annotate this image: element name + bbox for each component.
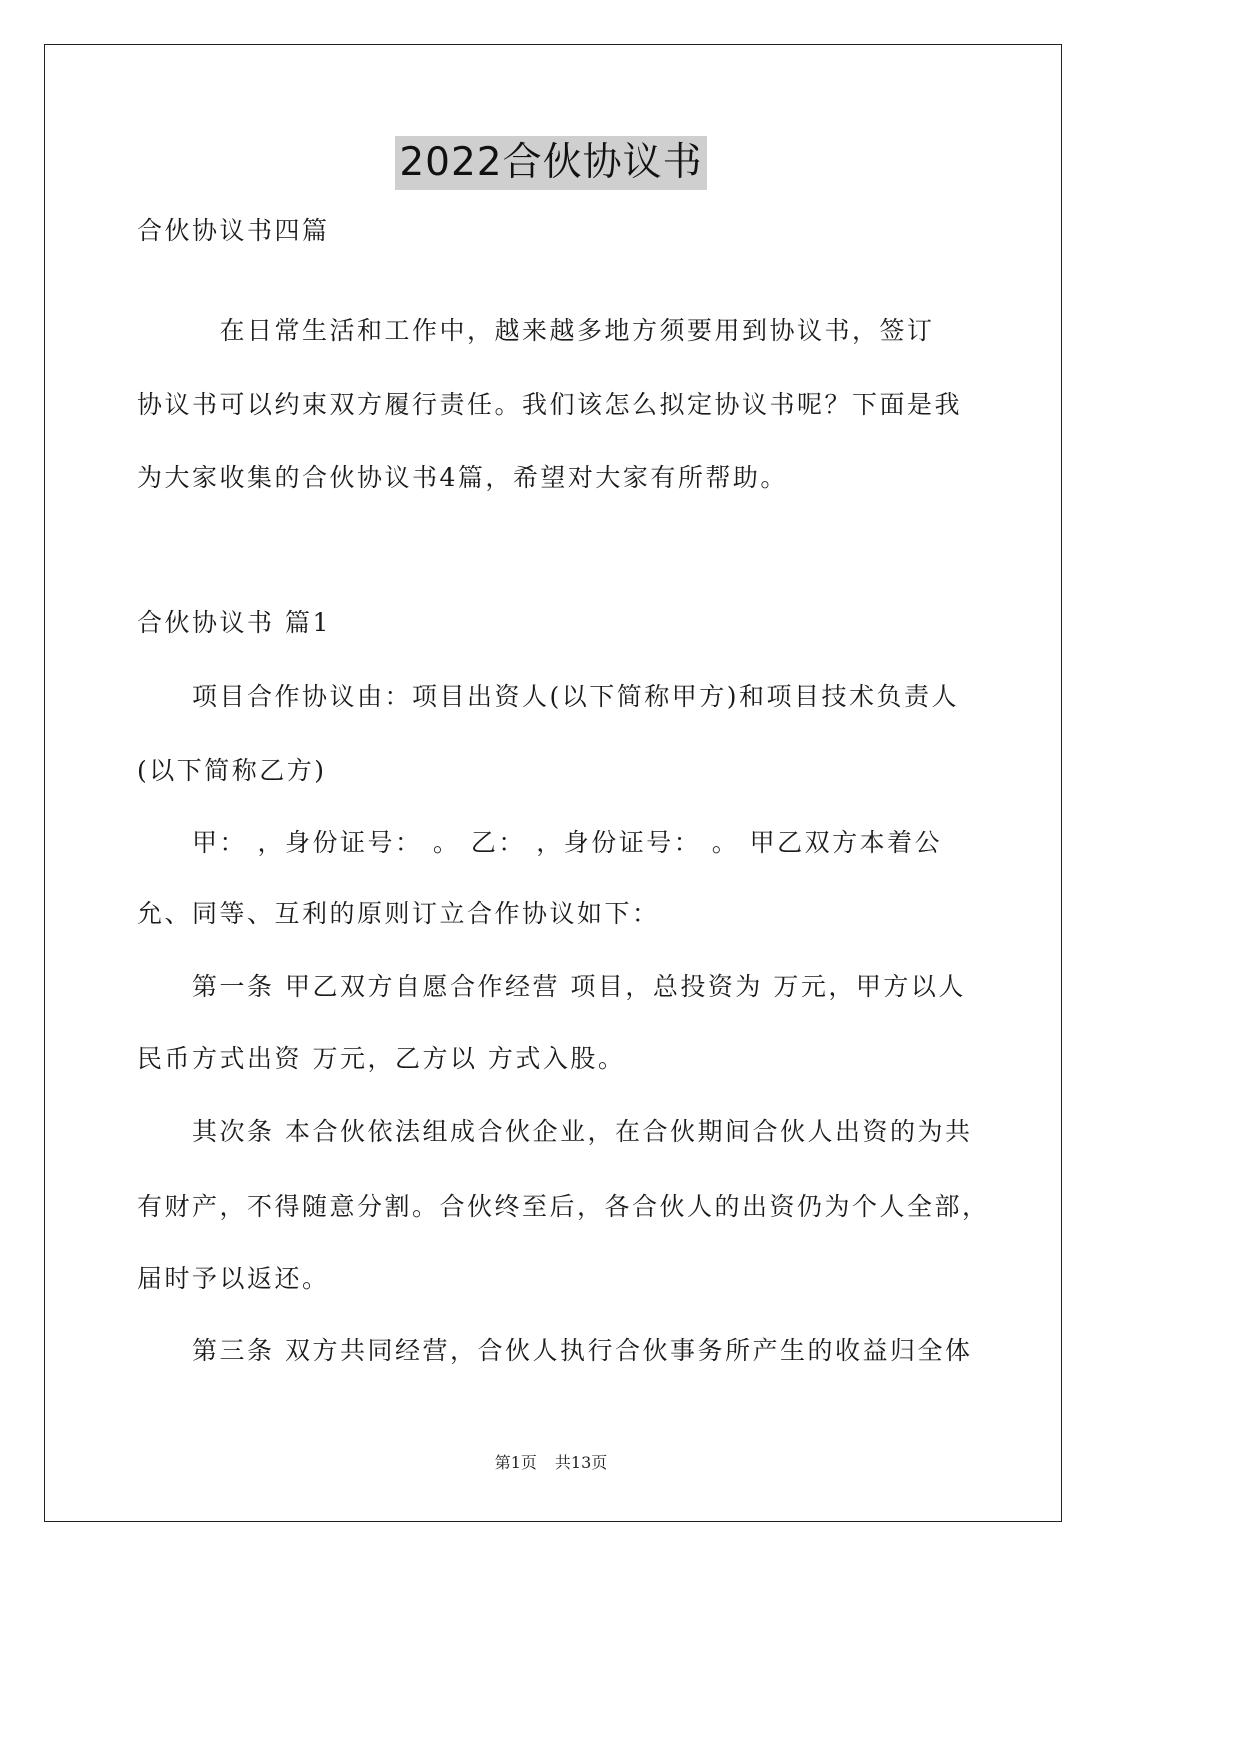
title-container [0, 136, 1102, 190]
page-number: 第1页 [494, 1453, 537, 1472]
document-title: 2022合伙协议书 [395, 136, 706, 190]
page-footer [0, 1452, 1102, 1474]
clause-1-line-1: 第一条 甲乙双方自愿合作经营 项目，总投资为 万元，甲方以人 [137, 972, 966, 1001]
clause-2-line-2: 有财产，不得随意分割。合伙终至后，各合伙人的出资仍为个人全部， [137, 1192, 990, 1221]
intro-line-3: 为大家收集的合伙协议书4篇，希望对大家有所帮助。 [137, 463, 788, 492]
clause-2-line-3: 届时予以返还。 [137, 1264, 330, 1293]
intro-line-2: 协议书可以约束双方履行责任。我们该怎么拟定协议书呢？下面是我 [137, 390, 963, 419]
intro-line-1: 在日常生活和工作中，越来越多地方须要用到协议书，签订 [137, 316, 935, 345]
body-line-2: (以下简称乙方) [137, 756, 327, 785]
clause-2-line-1: 其次条 本合伙依法组成合伙企业，在合伙期间合伙人出资的为共 [137, 1117, 973, 1146]
clause-1-line-2: 民币方式出资 万元，乙方以 方式入股。 [137, 1044, 626, 1073]
body-line-1: 项目合作协议由：项目出资人(以下简称甲方)和项目技术负责人 [137, 682, 960, 711]
page-total: 共13页 [554, 1453, 608, 1472]
article-heading: 合伙协议书 篇1 [137, 608, 331, 637]
section-heading: 合伙协议书四篇 [137, 216, 330, 245]
clause-3-line-1: 第三条 双方共同经营，合伙人执行合伙事务所产生的收益归全体 [137, 1336, 973, 1365]
body-line-3: 甲： ，身份证号： 。 乙： ，身份证号： 。 甲乙双方本着公 [137, 828, 943, 857]
body-line-4: 允、同等、互利的原则订立合作协议如下： [137, 899, 660, 928]
